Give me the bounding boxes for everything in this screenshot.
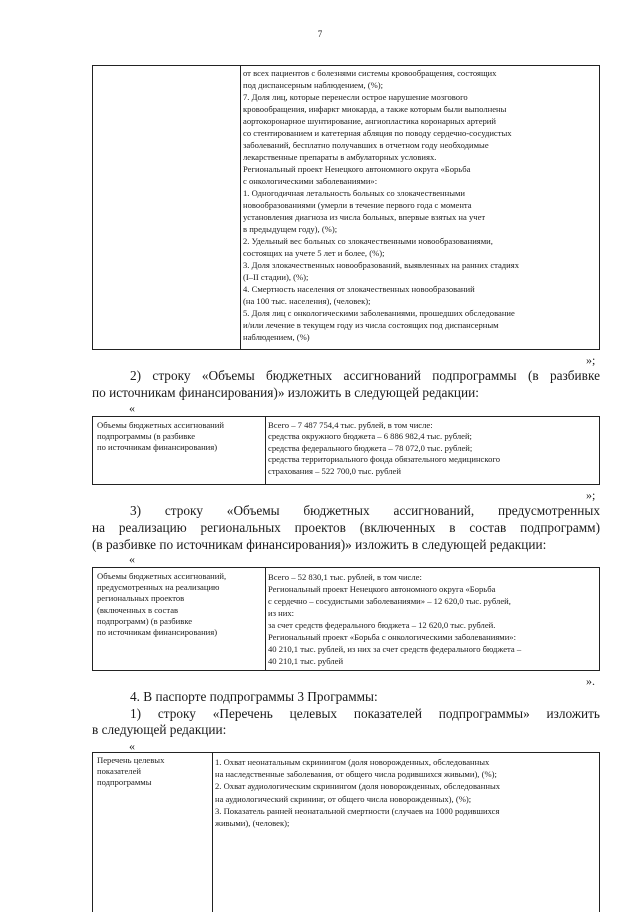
paragraph-4-line-2: 1) строку «Перечень целевых показателей подпрограммы» изложить (130, 706, 600, 721)
closing-quote: ». (586, 674, 595, 688)
table-left-cell (93, 66, 241, 349)
table-line: (на 100 тыс. населения), (человек); (243, 296, 371, 306)
table-left-cell (93, 568, 266, 670)
table-line: 4. Смертность населения от злокачественных новообразований (243, 284, 475, 294)
paragraph-3-line-2: на реализацию региональных проектов (включенных в состав подпрограмм) (92, 520, 600, 535)
table-line: средства федерального бюджета – 78 072,0 тыс. рублей; (268, 442, 473, 453)
table-line: по источникам финансирования) (97, 442, 218, 453)
table-line: из них: (268, 608, 295, 618)
table-line: подпрограммы (97, 777, 152, 788)
table-line: в предыдущем году), (%); (243, 224, 338, 234)
table-line: 5. Доля лиц с онкологическими заболеваниями, прошедших обследование (243, 308, 515, 318)
table-line: Объемы бюджетных ассигнований (97, 420, 224, 430)
table-line: лекарственные препараты в амбулаторных условиях. (243, 152, 437, 162)
table-target-indicators (92, 752, 600, 912)
table-right-cell (239, 66, 599, 349)
table-line: региональных проектов (97, 593, 185, 604)
table-line: Всего – 52 830,1 тыс. рублей, в том числе: (268, 572, 422, 582)
table-line: и/или лечение в текущем году из числа состоящих под диспансерным (243, 320, 499, 330)
table-line: (включенных в состав (97, 604, 179, 615)
table-line: показателей (97, 766, 142, 777)
table-line: 2. Охват аудиологическим скринингом (доля новорожденных, обследованных (215, 781, 501, 792)
table-line: 1. Охват неонатальным скринингом (доля новорожденных, обследованных (215, 757, 490, 767)
table-line: за счет средств федерального бюджета – 12 620,0 тыс. рублей. (268, 620, 496, 630)
table-line: наблюдением, (%) (243, 332, 310, 342)
closing-quote: »; (586, 353, 596, 367)
table-line: новообразованиями (умерли в течение первого года с момента (243, 200, 472, 210)
table-indicators-continued (92, 65, 600, 350)
table-line: со стентированием и катетерная абляция по поводу сердечно-сосудистых (243, 128, 512, 138)
table-regional-projects (92, 567, 600, 671)
table-line: подпрограммы (в разбивке (97, 431, 196, 442)
table-line: Всего – 7 487 754,4 тыс. рублей, в том числе: (268, 420, 433, 430)
table-line: 40 210,1 тыс. рублей (268, 656, 344, 666)
table-line: Региональный проект «Борьба с онкологическими заболеваниями»: (268, 632, 516, 642)
table-line: 1. Одногодичная летальность больных со злокачественными (243, 188, 466, 198)
table-line: 3. Доля злокачественных новообразований, выявленных на ранних стадиях (243, 260, 520, 270)
table-right-cell (264, 417, 599, 484)
table-line: средства окружного бюджета – 6 886 982,4 тыс. рублей; (268, 431, 472, 442)
closing-quote: »; (586, 488, 596, 502)
table-line: кровообращения, инфаркт миокарда, а также которым были выполнены (243, 104, 507, 114)
table-line: 7. Доля лиц, которые перенесли острое нарушение мозгового (243, 92, 468, 102)
table-line: подпрограмм) (в разбивке (97, 615, 193, 626)
table-line: аортокоронарное шунтирование, ангиопластика коронарных артерий (243, 116, 496, 126)
table-line: Региональный проект Ненецкого автономного округа «Борьба (268, 584, 496, 594)
opening-quote: « (129, 739, 135, 753)
table-line: по источникам финансирования) (97, 627, 218, 638)
paragraph-3-line-1: 3) строку «Объемы бюджетных ассигнований, предусмотренных (130, 503, 600, 518)
table-line: 40 210,1 тыс. рублей, из них за счет средств федерального бюджета – (268, 644, 522, 654)
paragraph-4-line-3: в следующей редакции: (92, 722, 227, 737)
table-budget (92, 416, 600, 485)
table-line: на аудиологический скрининг, от общего числа новорожденных), (%); (215, 793, 472, 804)
paragraph-4-line-1: 4. В паспорте подпрограммы 3 Программы: (130, 689, 378, 704)
table-line: от всех пациентов с болезнями системы кровообращения, состоящих (243, 68, 497, 78)
table-line: средства территориального фонда обязательного медицинского (268, 454, 500, 465)
table-line: 2. Удельный вес больных со злокачественными новообразованиями, (243, 236, 493, 246)
table-line: Перечень целевых (97, 755, 165, 765)
paragraph-2-line-2: по источникам финансирования)» изложить в следующей редакции: (92, 385, 479, 400)
table-line: Региональный проект Ненецкого автономного округа «Борьба (243, 164, 471, 174)
table-line: под диспансерным наблюдением, (%); (243, 80, 384, 90)
table-left-cell (93, 417, 266, 484)
opening-quote: « (129, 552, 135, 566)
table-line: заболеваний, бесплатно получавших в отчетном году необходимые (243, 140, 489, 150)
paragraph-2-line-1: 2) строку «Объемы бюджетных ассигнований подпрограммы (в разбивке (130, 368, 600, 383)
table-line: с сердечно – сосудистыми заболеваниями» – 12 620,0 тыс. рублей, (268, 596, 511, 606)
table-right-cell (211, 753, 599, 912)
table-line: предусмотренных на реализацию (97, 582, 220, 593)
table-line: страхования – 522 700,0 тыс. рублей (268, 465, 401, 476)
table-right-cell (264, 568, 599, 670)
table-line: (I–II стадии), (%); (243, 272, 309, 282)
table-line: 3. Показатель ранней неонатальной смертности (случаев на 1000 родившихся (215, 805, 500, 816)
table-line: установления диагноза из числа больных, впервые взятых на учет (243, 212, 486, 222)
table-line: на наследственные заболевания, от общего числа родившихся живыми), (%); (215, 769, 497, 780)
opening-quote: « (129, 401, 135, 415)
table-line: с онкологическими заболеваниями»: (243, 176, 378, 186)
page-number: 7 (317, 29, 323, 39)
table-line: состоящих на учете 5 лет и более, (%); (243, 248, 385, 258)
paragraph-3-line-3: (в разбивке по источникам финансирования)» изложить в следующей редакции: (92, 537, 547, 552)
table-left-cell (93, 753, 213, 912)
table-line: живыми), (человек); (215, 818, 290, 829)
table-line: Объемы бюджетных ассигнований, (97, 571, 227, 581)
